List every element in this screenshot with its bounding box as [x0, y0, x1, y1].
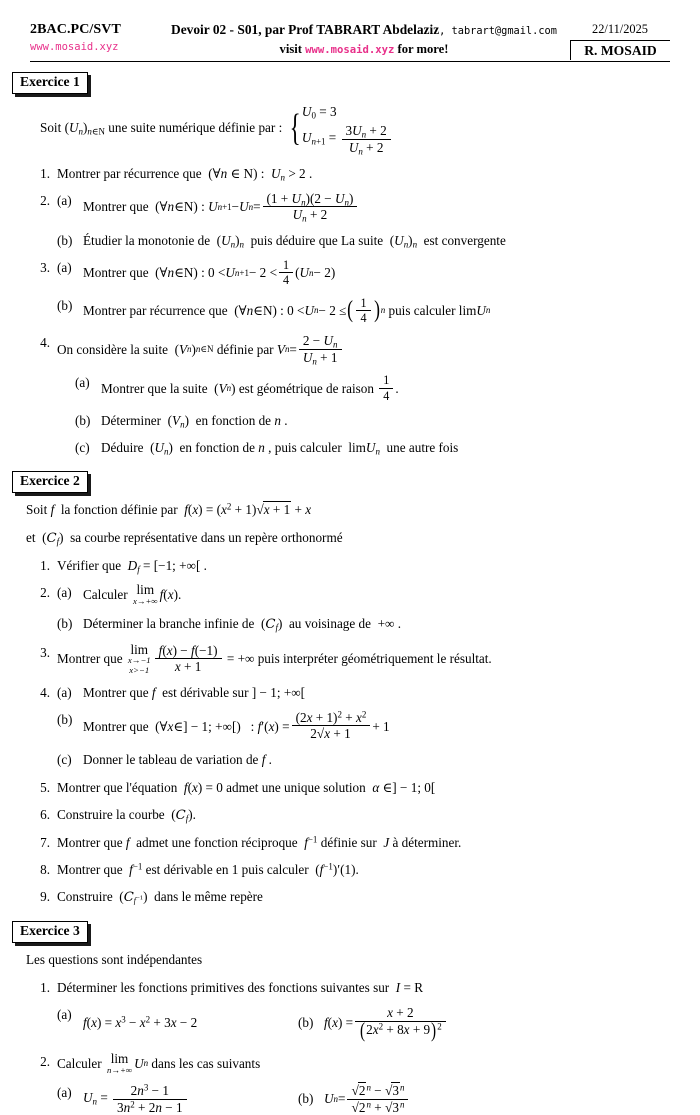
ex2-q5-text1: Montrer que l'équation: [57, 779, 178, 795]
ex1-sequence-symbol: $(U_n)_{n\in N}$: [64, 120, 105, 137]
ex1-q1-cond: ) :: [253, 165, 265, 181]
ex2-q9: 9. Construire $(C_{f^{-1}})$ dans le même repère: [22, 887, 700, 907]
ex2-q7-number: 7.: [40, 834, 50, 850]
header-left: [30, 22, 158, 53]
ex2-q4b-label: (b): [57, 711, 73, 727]
ex1-q4b-text1: Déterminer: [101, 413, 162, 429]
ex1-q3a-label: (a): [57, 260, 72, 276]
ex2-q2b-text1: Déterminer la branche infinie de: [83, 616, 255, 632]
author-email: , tabrart@gmail.com: [439, 25, 557, 37]
ex3-intro: Les questions sont indépendantes: [26, 952, 203, 968]
ex3-q1b-label: (b): [298, 1014, 314, 1030]
ex2-intro-def: la fonction définie par: [60, 502, 178, 518]
ex1-q2b-text2: puis déduire que La suite: [250, 232, 384, 248]
ex2-q7-text3: définie sur: [320, 834, 377, 850]
ex3-q2b-label: (b): [298, 1091, 314, 1107]
ex1-q3-number: 3.: [40, 260, 50, 276]
ex1-q4c-label: (c): [75, 440, 90, 456]
header-right: [570, 22, 670, 60]
ex1-q3b: (b) Montrer par récurrence que (∀ n ∈ N ) : 0 < U n − 2 ≤ ( $\frac{1}{4}$ ) n puis calculer lim U n: [57, 295, 491, 325]
ex1-q4c-text1: Déduire: [101, 440, 144, 456]
ex1-q1-tail: > 2 .: [288, 165, 313, 181]
ex1-intro-post: une suite numérique définie par :: [108, 120, 283, 136]
ex2-q9-text2: dans le même repère: [154, 889, 263, 905]
ex1-q3a: 3. (a) Montrer que (∀ n ∈ N ) : 0 < U n+1 − 2 < $\frac{1}{4}$ ( U n − 2): [22, 258, 700, 288]
ex1-q1: 1. Montrer par récurrence que (∀n ∈ N) : $U_n > 2$ .: [22, 164, 700, 183]
ex2-q3-tail: = +∞ puis interpréter géométriquement le résultat.: [226, 651, 492, 667]
header-divider: [30, 61, 670, 62]
ex1-q4a-text3: .: [395, 380, 399, 396]
ex1-intro: [40, 101, 700, 156]
ex1-q3b-label: (b): [57, 297, 73, 313]
ex2-intro-curve: sa courbe représentative dans un repère orthonormé: [70, 529, 343, 545]
ex1-q4a-label: (a): [75, 375, 90, 391]
ex1-q4b: (b) Déterminer $(V_n)$ en fonction de n .: [75, 413, 288, 430]
ex1-q4c-text2: en fonction de: [179, 440, 255, 456]
ex3-q1-options: [57, 1005, 700, 1040]
ex1-q4b-text2: en fonction de: [195, 413, 272, 429]
ex2-q4c-text: Donner le tableau de variation de: [83, 752, 259, 768]
sqrt-x-plus-1: √x + 1: [256, 502, 291, 518]
ex2-q5-text2: = 0 admet une unique solution: [205, 779, 366, 795]
ex1-system: [302, 101, 393, 156]
ex1-q4c: (c) Déduire $(U_n)$ en fonction de n , puis calculer limU$_n$ une autre fois: [75, 440, 459, 457]
ex2-q4c-label: (c): [57, 752, 72, 768]
ex2-q7-text1: Montrer que: [57, 834, 123, 850]
exercise-2-chip: Exercice 2: [12, 471, 88, 493]
ex3-q2b-expression: U n = $\frac{√2^n - √3^n}{√2^n + √3^n}$: [324, 1083, 410, 1115]
ex1-q2b-text3: est convergente: [423, 232, 506, 248]
exercise-3-chip: Exercice 3: [12, 921, 88, 943]
ex2-q2a: 2. (a) Calculer lim x→+∞ f ( x ) .: [22, 583, 700, 606]
ex2-q4-number: 4.: [40, 684, 50, 700]
ex2-q7-text4: à déterminer.: [392, 834, 462, 850]
ex1-q2a-label: (a): [57, 192, 72, 208]
ex2-q8: 8. Montrer que $f^{-1}$ est dérivable en 1 puis calculer $(f^{-1})'(1)$.: [22, 860, 700, 879]
ex3-q2-number: 2.: [40, 1053, 50, 1069]
ex2-q2b: (b) Déterminer la branche infinie de $(C_f)$ au voisinage de +∞ .: [57, 616, 402, 633]
author-name: R. MOSAID: [570, 40, 670, 60]
ex2-q4a-label: (a): [57, 684, 72, 700]
visit-line: [158, 42, 570, 57]
ex2-q6-tail: .: [192, 806, 196, 822]
ex2-q4c: (c) Donner le tableau de variation de f .: [57, 750, 700, 769]
exam-title-bold: Devoir 02 - S01, par Prof TABRART Abdelaziz: [171, 22, 440, 37]
ex1-q2b: (b) Étudier la monotonie de $(U_n)_n$ puis déduire que La suite $(U_n)_n$ est convergente: [57, 232, 506, 250]
ex1-q3b-tail: puis calculer: [388, 302, 456, 318]
left-paren: (: [347, 296, 354, 324]
ex1-q1-number: 1.: [40, 165, 50, 181]
exercise-1-heading: [12, 72, 700, 94]
ex2-intro-et: et: [26, 529, 36, 545]
ex3-q1: 1. Déterminer les fonctions primitives des fonctions suivantes sur I = R: [22, 978, 700, 997]
ex1-q4-mid: définie par: [216, 341, 274, 357]
exercise-3-heading: [12, 921, 700, 943]
ex2-q4a: 4. (a) Montrer que f est dérivable sur ] − 1; +∞[: [22, 683, 700, 702]
exercise-2-heading: [12, 471, 700, 493]
ex2-q6: 6. Construire la courbe $(C_f)$.: [22, 805, 700, 825]
ex1-q4-text: On considère la suite: [57, 341, 168, 357]
exam-page: [0, 22, 700, 1115]
ex2-q3-text: Montrer que: [57, 651, 123, 667]
header-center: [158, 22, 570, 57]
limit-x-to-infinity: lim x→+∞: [132, 582, 158, 607]
ex2-q2a-label: (a): [57, 585, 72, 601]
ex2-q7-text2: admet une fonction réciproque: [136, 834, 298, 850]
ex1-q4: 4. On considère la suite ( V n ) n∈N définie par V n = $\frac{2 - U_n}{U_n + 1}$: [22, 333, 700, 365]
visit-suffix: for more!: [394, 42, 449, 56]
ex2-q2a-tail: .: [177, 587, 182, 603]
site-link-center[interactable]: www.mosaid.xyz: [305, 44, 395, 56]
ex3-q2-text2: dans les cas suivants: [151, 1055, 261, 1071]
ex1-q4a-text2: est géométrique de raison: [238, 380, 374, 396]
ex1-q2a: 2. (a) Montrer que (∀ n ∈ N ) : U n+1 − U n = $\frac{(1 + U_n)(2 - U_n)}{U_n + 2}$: [22, 191, 700, 223]
ex3-q2-options: [57, 1083, 700, 1115]
system-row-initial: $U_0 = 3$: [301, 103, 337, 121]
ex3-q1-text: Déterminer les fonctions primitives des fonctions suivantes sur: [57, 979, 390, 995]
limit-x-to-minus-one: lim x→−1 x>−1: [127, 641, 151, 675]
ex1-q3a-text: Montrer que: [83, 265, 149, 281]
ex3-q2a-label: (a): [57, 1084, 72, 1100]
system-brace: {: [289, 106, 301, 149]
ex1-q4b-label: (b): [75, 413, 91, 429]
ex2-q3-number: 3.: [40, 644, 50, 660]
ex2-q7: 7. Montrer que f admet une fonction réciproque $f^{-1}$ définie sur J à déterminer.: [22, 833, 700, 852]
ex1-q3b-text: Montrer par récurrence que: [83, 302, 228, 318]
ex2-q8-tail: .: [355, 861, 359, 877]
ex3-q2-text1: Calculer: [57, 1055, 102, 1071]
ex2-q6-text: Construire la courbe: [57, 806, 165, 822]
page-header: [30, 22, 670, 62]
exercise-1-body: [22, 101, 700, 457]
ex1-q1-text: Montrer par récurrence que: [57, 165, 202, 181]
ex2-q5-interval: ∈] − 1; 0[: [382, 779, 436, 795]
ex2-q4b-condition: ∈] − 1; +∞[): [173, 718, 241, 734]
ex2-q6-number: 6.: [40, 806, 50, 822]
ex1-q2b-label: (b): [57, 232, 73, 248]
ex2-q1-domain: = [−1; +∞[ .: [143, 558, 207, 574]
ex1-q4a: (a) Montrer que la suite ( V n ) est géométrique de raison $\frac{1}{4}$ .: [75, 373, 399, 403]
ex2-intro-line2: et $(C_f)$ sa courbe représentative dans un repère orthonormé: [26, 529, 343, 547]
ex2-q1: 1. Vérifier que $D_f = [-1$; +∞[ .: [22, 556, 700, 575]
right-paren: ): [373, 296, 380, 324]
ex2-q2a-text: Calculer: [83, 587, 128, 603]
ex2-q3: 3. Montrer que lim x→−1 x>−1 $\frac{f(x) - f(-1)}{x + 1}$ = +∞ puis interpréter géométriquement le résultat.: [22, 643, 700, 675]
exam-title: [158, 22, 570, 38]
ex2-q1-text: Vérifier que: [57, 558, 122, 574]
ex3-q2a-expression: $U_n$ = $\frac{2n^3 - 1}{3n^2 + 2n - 1}$: [83, 1083, 298, 1115]
ex2-q8-text2: est dérivable en 1 puis calculer: [145, 861, 309, 877]
exercise-3-body: [22, 950, 700, 1115]
ex2-q1-number: 1.: [40, 558, 50, 574]
class-label: 2BAC.PC/SVT: [30, 22, 121, 37]
ex2-intro-soit: Soit: [26, 502, 48, 518]
ex1-q4a-text1: Montrer que la suite: [101, 380, 208, 396]
ex2-q9-number: 9.: [40, 889, 50, 905]
ex2-q5: 5. Montrer que l'équation f(x) = 0 admet une unique solution α ∈] − 1; 0[: [22, 778, 700, 797]
ex2-q2b-label: (b): [57, 616, 73, 632]
ex2-q8-text1: Montrer que: [57, 861, 123, 877]
ex1-q4c-text4: une autre fois: [386, 440, 459, 456]
ex2-q4a-text1: Montrer que: [83, 684, 149, 700]
ex1-q2a-text: Montrer que: [83, 199, 149, 215]
ex1-q4-number: 4.: [40, 335, 50, 351]
ex2-q4b-text: Montrer que: [83, 718, 149, 734]
ex2-q9-text1: Construire: [57, 889, 113, 905]
ex3-q1b-expression: f ( x ) = $\frac{x + 2}{(2x^2 + 8x + 9)^2}$: [324, 1005, 448, 1040]
system-row-recurrence: $U_{n+1}$ = $\frac{3U_n + 2}{U_n + 2}$: [302, 123, 393, 155]
ex1-q4c-text3: , puis calculer: [268, 440, 342, 456]
site-link-left[interactable]: www.mosaid.xyz: [30, 41, 119, 53]
ex2-q2b-text2: au voisinage de: [288, 616, 371, 632]
exercise-2-body: [22, 500, 700, 907]
ex2-q5-number: 5.: [40, 779, 50, 795]
ex3-q1-number: 1.: [40, 979, 50, 995]
ex2-q2-number: 2.: [40, 585, 50, 601]
ex2-q4c-tail: .: [268, 752, 272, 768]
exam-date: 22/11/2025: [592, 22, 648, 36]
ex2-q2b-text3: +∞ .: [377, 616, 402, 632]
ex3-q1a-expression: $f(x) = x^3 - x^2 + 3x - 2$: [83, 1014, 198, 1030]
ex3-q1-set: = R: [403, 979, 424, 995]
ex1-q4b-text3: .: [284, 413, 288, 429]
ex2-q8-number: 8.: [40, 861, 50, 877]
ex2-intro-line1: Soit f la fonction définie par $f(x) = (x^2 + 1)√x + 1 + x$: [26, 500, 700, 520]
ex2-q4b: (b) Montrer que (∀ x ∈] − 1; +∞[) : f ′( x ) = $\frac{(2x + 1)^2 + x^2}{2√x + 1}$ + 1: [57, 709, 390, 742]
ex3-q1a-label: (a): [57, 1007, 72, 1023]
ex1-q2b-text1: Étudier la monotonie de: [83, 232, 211, 248]
limit-n-to-infinity: lim n→+∞: [106, 1050, 133, 1075]
ex2-q4a-text2: est dérivable sur ] − 1; +∞[: [162, 684, 306, 700]
visit-prefix: visit: [279, 42, 306, 56]
ex3-q2: 2. Calculer lim n→+∞ U n dans les cas suivants: [22, 1052, 700, 1075]
ex1-intro-pre: Soit: [40, 120, 62, 136]
ex1-q2-number: 2.: [40, 192, 50, 208]
exercise-1-chip: Exercice 1: [12, 72, 88, 94]
